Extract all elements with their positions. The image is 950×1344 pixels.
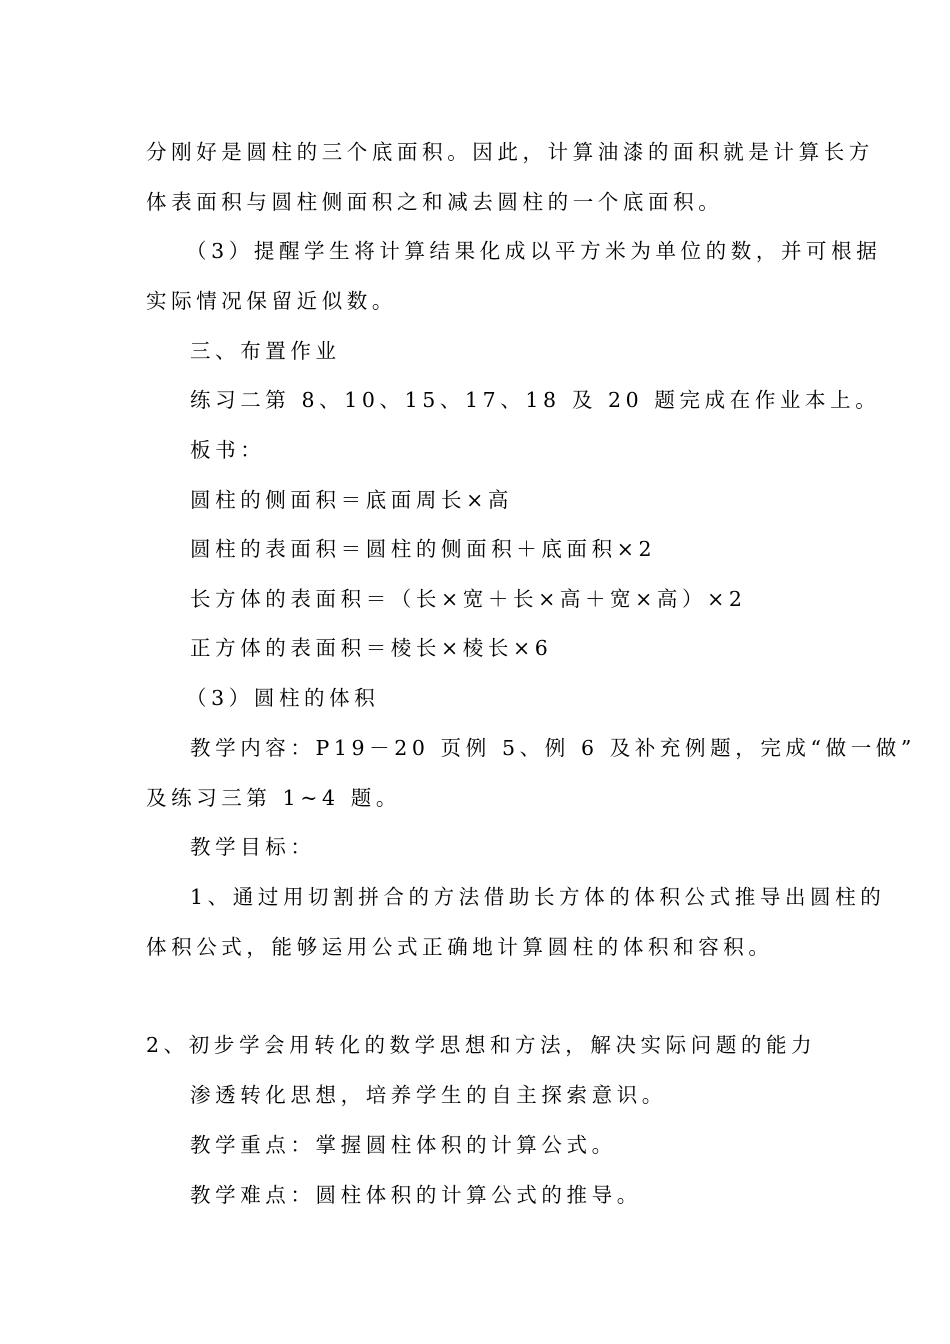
formula-line: 长方体的表面积＝（长×宽＋长×高＋宽×高）×2	[190, 587, 747, 611]
paragraph-line: 实际情况保留近似数。	[146, 289, 397, 313]
section-heading: 三、布置作业	[190, 339, 341, 363]
board-label: 板书：	[190, 438, 266, 462]
paragraph-line: 渗透转化思想，培养学生的自主探索意识。	[190, 1083, 667, 1107]
subsection-heading: （3）圆柱的体积	[186, 686, 380, 710]
paragraph-line: 分刚好是圆柱的三个底面积。因此，计算油漆的面积就是计算长方	[146, 140, 874, 164]
paragraph-line: 教学目标：	[190, 835, 316, 859]
formula-line: 圆柱的表面积＝圆柱的侧面积＋底面积×2	[190, 537, 657, 561]
paragraph-line: 练习二第 8、10、15、17、18 及 20 题完成在作业本上。	[190, 388, 881, 412]
paragraph-line: 体表面积与圆柱侧面积之和减去圆柱的一个底面积。	[146, 190, 724, 214]
paragraph-line: （3）提醒学生将计算结果化成以平方米为单位的数，并可根据	[186, 239, 882, 263]
paragraph-line: 教学内容：P19－20 页例 5、例 6 及补充例题，完成“做一做”	[190, 736, 916, 760]
paragraph-line: 1、通过用切割拼合的方法借助长方体的体积公式推导出圆柱的	[190, 885, 886, 909]
formula-line: 圆柱的侧面积＝底面周长×高	[190, 488, 513, 512]
formula-line: 正方体的表面积＝棱长×棱长×6	[190, 636, 553, 660]
paragraph-line: 体积公式，能够运用公式正确地计算圆柱的体积和容积。	[146, 935, 774, 959]
paragraph-line: 2、初步学会用转化的数学思想和方法，解决实际问题的能力	[146, 1033, 817, 1057]
paragraph-line: 教学重点：掌握圆柱体积的计算公式。	[190, 1133, 617, 1157]
paragraph-line: 及练习三第 1~4 题。	[146, 786, 401, 810]
paragraph-line: 教学难点：圆柱体积的计算公式的推导。	[190, 1183, 642, 1207]
